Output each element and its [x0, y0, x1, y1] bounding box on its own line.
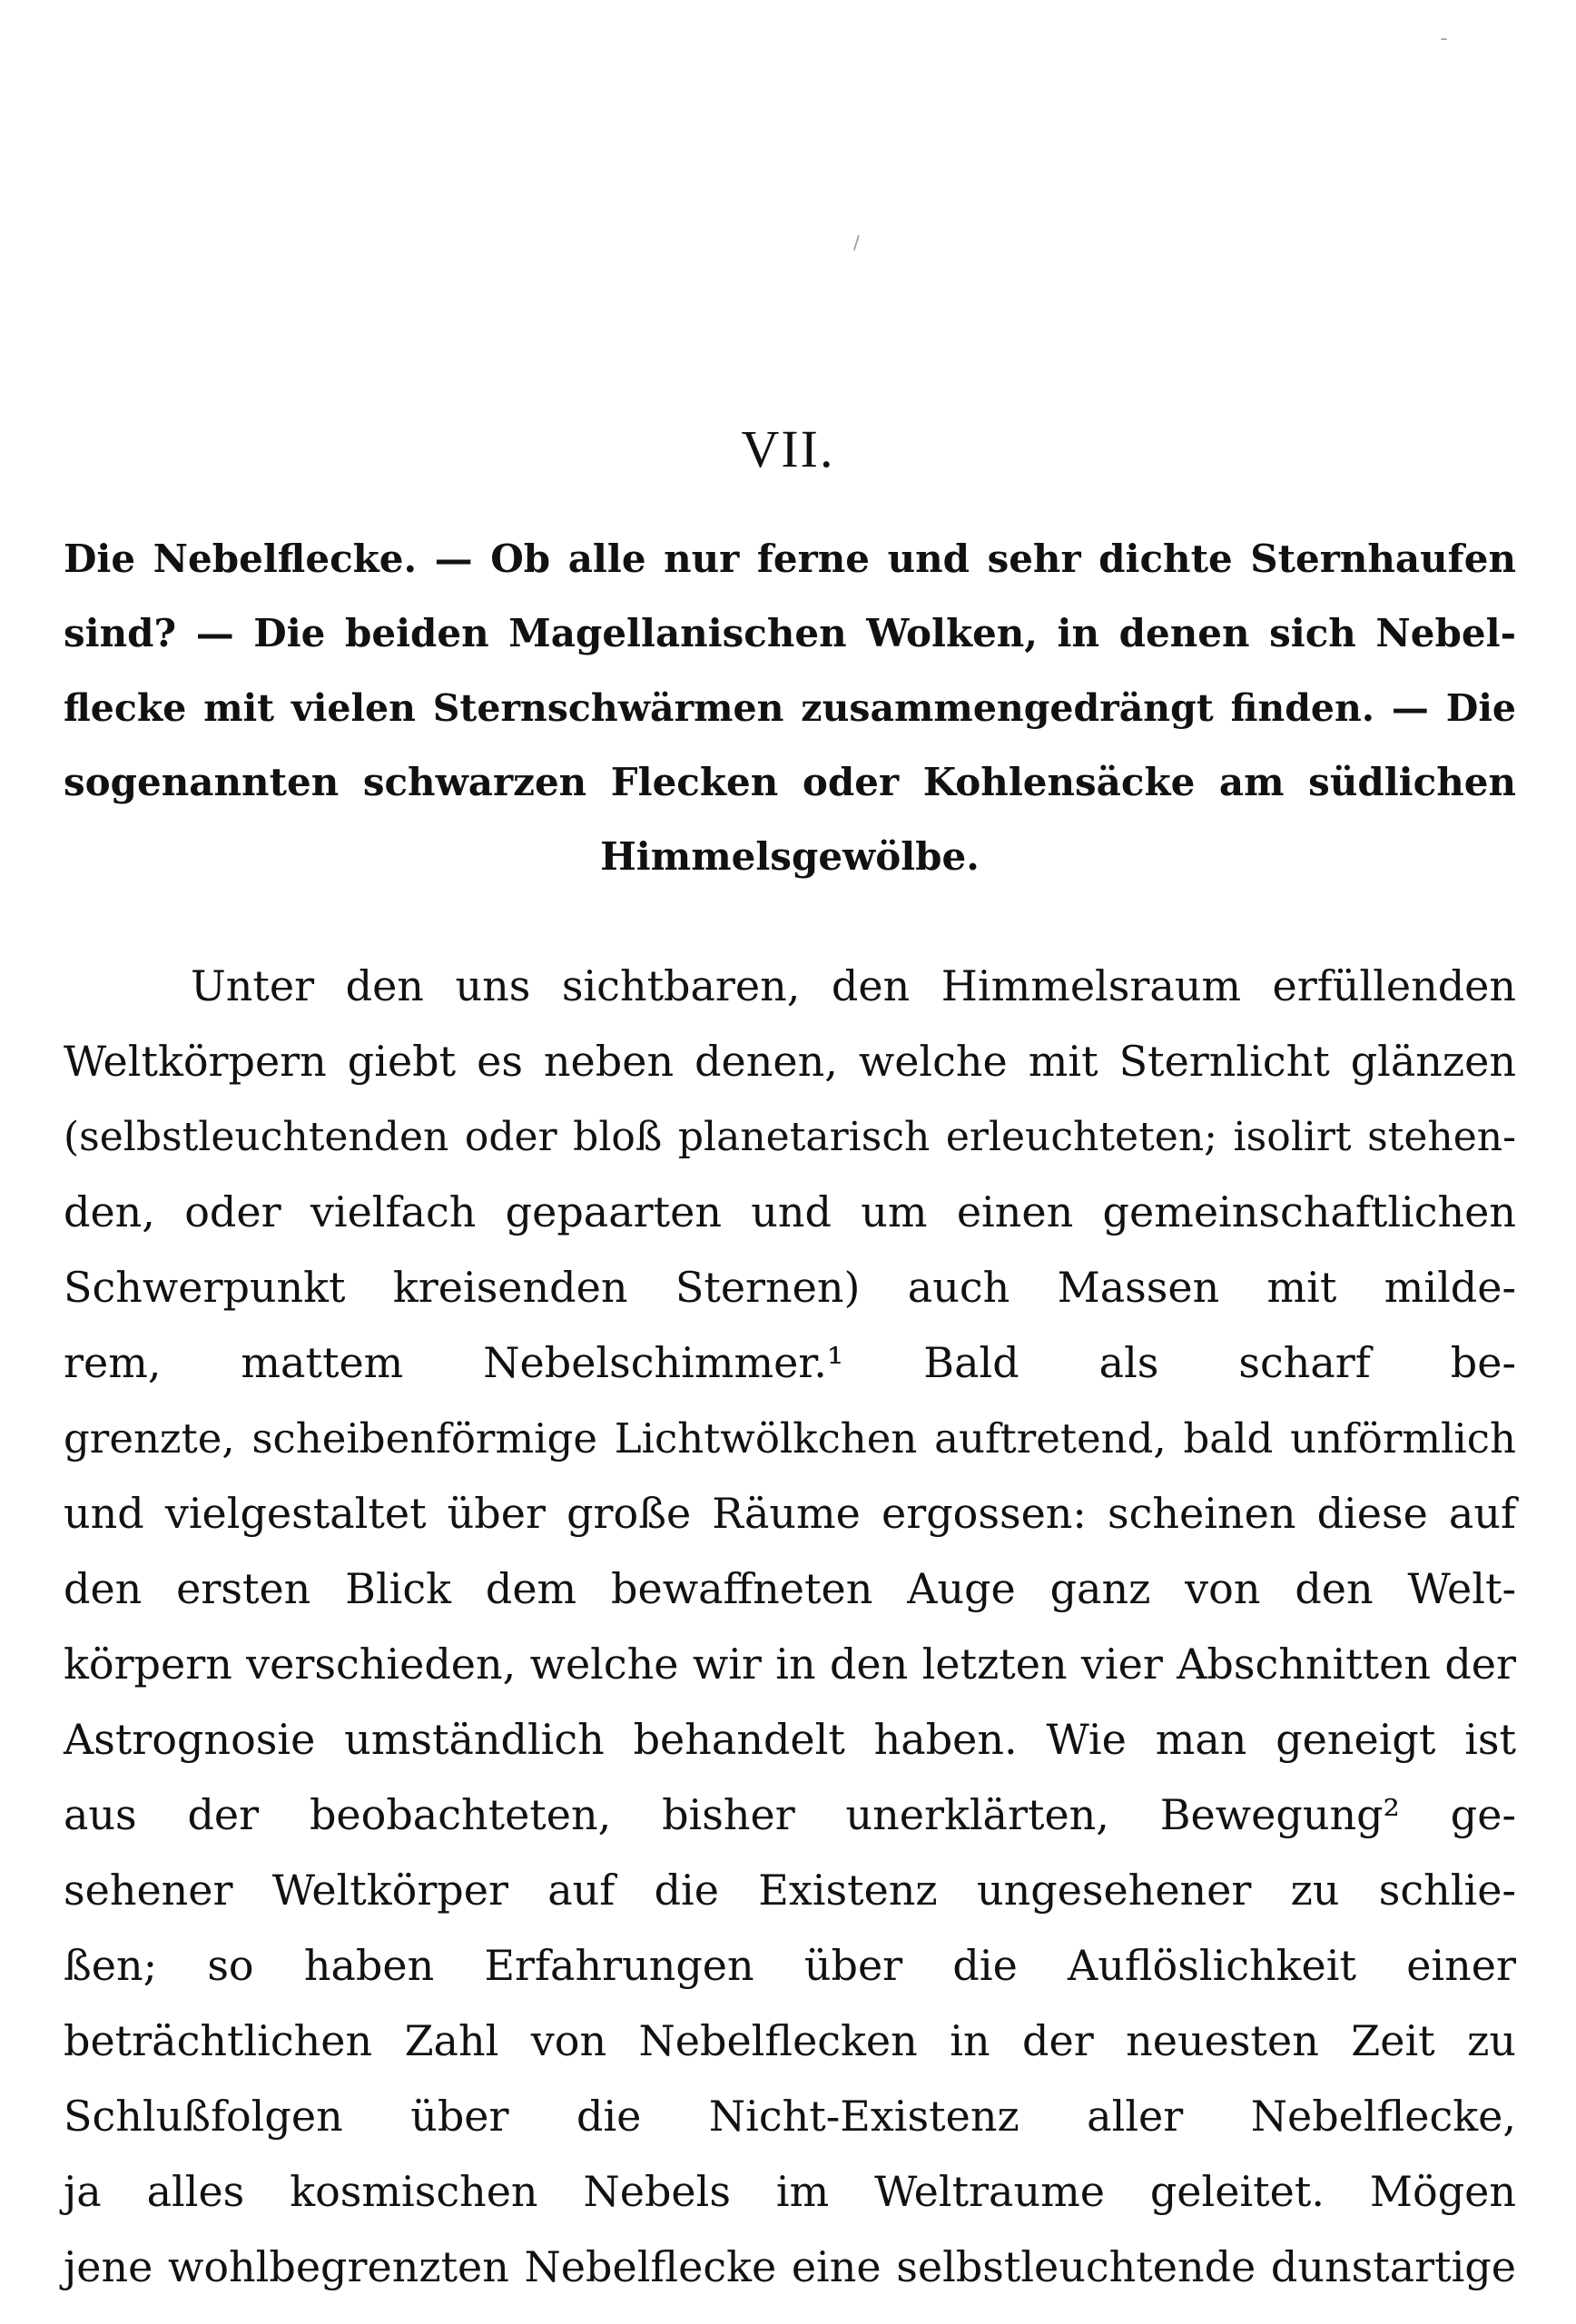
- scan-speck: ¯: [1439, 36, 1449, 59]
- body-line: aus der beobachteten, bisher unerklärten, Bewegung² ge-: [64, 1790, 1516, 1839]
- chapter-number: VII.: [741, 419, 835, 478]
- summary-line: Die Nebelflecke. — Ob alle nur ferne und sehr dichte Sternhaufen: [64, 537, 1516, 581]
- summary-line: sogenannten schwarzen Flecken oder Kohlensäcke am südlichen: [64, 760, 1516, 804]
- body-line: sehener Weltkörper auf die Existenz ungesehener zu schlie-: [64, 1866, 1516, 1915]
- body-line: grenzte, scheibenförmige Lichtwölkchen auftretend, bald unförmlich: [64, 1414, 1516, 1462]
- body-line: rem, mattem Nebelschimmer.¹ Bald als scharf be-: [64, 1338, 1516, 1387]
- body-line: Unter den uns sichtbaren, den Himmelsraum erfüllenden: [191, 961, 1516, 1010]
- body-line: körpern verschieden, welche wir in den letzten vier Abschnitten der: [64, 1640, 1516, 1689]
- body-line: jene wohlbegrenzten Nebelflecke eine selbstleuchtende dunstartige: [64, 2242, 1516, 2291]
- body-line: Astrognosie umständlich behandelt haben. Wie man geneigt ist: [64, 1715, 1516, 1764]
- summary-line: sind? — Die beiden Magellanischen Wolken, in denen sich Nebel-: [64, 611, 1516, 655]
- body-line: (selbstleuchtenden oder bloß planetarisch erleuchteten; isolirt stehen-: [64, 1114, 1516, 1160]
- summary-line: Himmelsgewölbe.: [600, 834, 980, 879]
- body-line: Weltkörpern giebt es neben denen, welche mit Sternlicht glänzen: [64, 1037, 1516, 1086]
- body-line: ja alles kosmischen Nebels im Weltraume geleitet. Mögen: [64, 2167, 1516, 2216]
- body-line: und vielgestaltet über große Räume ergossen: scheinen diese auf: [64, 1489, 1516, 1538]
- body-line: Schlußfolgen über die Nicht-Existenz aller Nebelflecke,: [64, 2092, 1516, 2141]
- chapter-summary: [64, 522, 1516, 894]
- body-line: den ersten Blick dem bewaffneten Auge ganz von den Welt-: [64, 1564, 1516, 1613]
- body-text: [64, 949, 1516, 2305]
- body-line: ßen; so haben Erfahrungen über die Auflöslichkeit einer: [64, 1941, 1516, 1990]
- body-line: Schwerpunkt kreisenden Sternen) auch Massen mit milde-: [64, 1263, 1516, 1312]
- body-line: den, oder vielfach gepaarten und um einen gemeinschaftlichen: [64, 1187, 1516, 1236]
- summary-line: flecke mit vielen Sternschwärmen zusammengedrängt finden. — Die: [64, 686, 1516, 730]
- body-line: beträchtlichen Zahl von Nebelflecken in der neuesten Zeit zu: [64, 2016, 1516, 2065]
- scan-speck: /: [853, 231, 860, 253]
